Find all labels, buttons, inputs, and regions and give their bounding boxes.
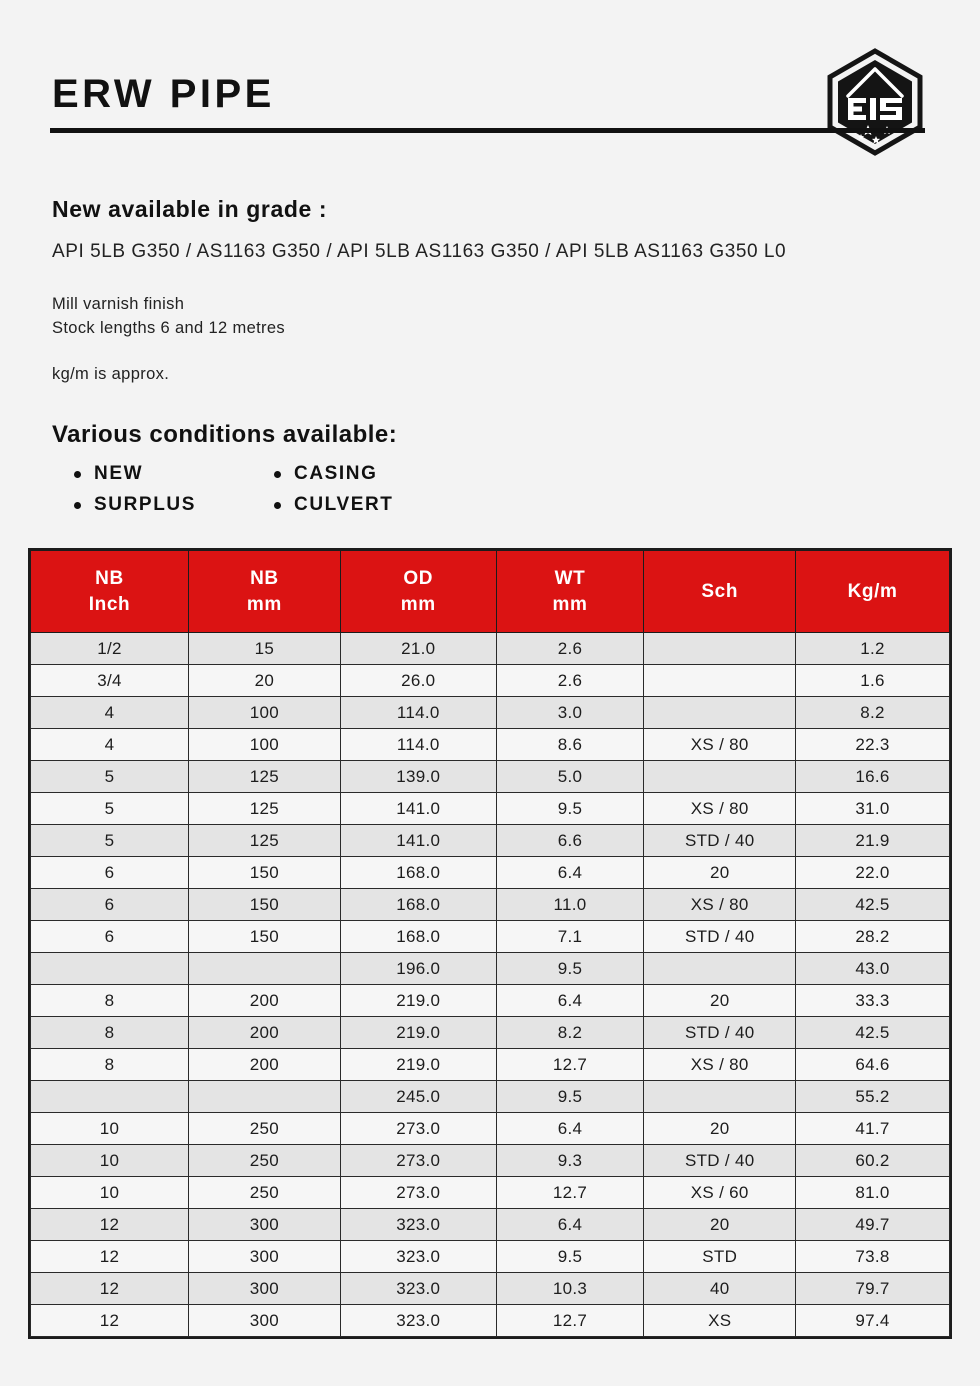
- conditions-list: [52, 459, 928, 521]
- cell-wt-mm: 9.5: [496, 1081, 644, 1113]
- cell-kg-per-m: 97.4: [796, 1305, 950, 1337]
- column-header-nb-mm: [189, 551, 341, 633]
- table-row: [31, 1177, 950, 1209]
- cell-nb-mm: 250: [189, 1113, 341, 1145]
- cell-od-mm: 139.0: [340, 761, 496, 793]
- cell-od-mm: 273.0: [340, 1113, 496, 1145]
- cell-nb-mm: 20: [189, 665, 341, 697]
- cell-nb-inch: 4: [31, 697, 189, 729]
- column-header-title: Kg/m: [847, 580, 898, 602]
- cell-wt-mm: 12.7: [496, 1177, 644, 1209]
- pipe-spec-table: [30, 550, 950, 1337]
- notes-block: [52, 293, 928, 387]
- page-content: [0, 196, 980, 520]
- cell-nb-inch: 3/4: [31, 665, 189, 697]
- cell-od-mm: 26.0: [340, 665, 496, 697]
- cell-kg-per-m: 1.2: [796, 633, 950, 665]
- cell-sch: [644, 633, 796, 665]
- cell-od-mm: 323.0: [340, 1209, 496, 1241]
- table-row: [31, 697, 950, 729]
- pipe-spec-table-container: [28, 548, 952, 1339]
- cell-nb-inch: 8: [31, 1049, 189, 1081]
- cell-wt-mm: 6.4: [496, 1209, 644, 1241]
- cell-sch: XS / 80: [644, 1049, 796, 1081]
- cell-sch: STD / 40: [644, 1017, 796, 1049]
- cell-sch: STD / 40: [644, 1145, 796, 1177]
- cell-sch: [644, 697, 796, 729]
- cell-sch: [644, 953, 796, 985]
- column-header-nb-inch: [31, 551, 189, 633]
- table-row: [31, 1209, 950, 1241]
- cell-sch: STD: [644, 1241, 796, 1273]
- table-row: [31, 1017, 950, 1049]
- cell-od-mm: 21.0: [340, 633, 496, 665]
- table-row: [31, 665, 950, 697]
- cell-nb-inch: [31, 953, 189, 985]
- cell-nb-inch: 6: [31, 921, 189, 953]
- cell-sch: 20: [644, 1209, 796, 1241]
- cell-nb-inch: 5: [31, 825, 189, 857]
- conditions-heading: Various conditions available:: [52, 420, 398, 448]
- cell-nb-inch: 4: [31, 729, 189, 761]
- table-row: [31, 1081, 950, 1113]
- cell-nb-inch: 10: [31, 1177, 189, 1209]
- cell-wt-mm: 9.5: [496, 793, 644, 825]
- cell-od-mm: 168.0: [340, 921, 496, 953]
- column-header-title: WT: [554, 568, 586, 590]
- cell-sch: STD / 40: [644, 825, 796, 857]
- table-row: [31, 1273, 950, 1305]
- cell-kg-per-m: 79.7: [796, 1273, 950, 1305]
- cell-nb-mm: 300: [189, 1305, 341, 1337]
- note-finish: Mill varnish finish: [52, 295, 185, 313]
- cell-wt-mm: 12.7: [496, 1305, 644, 1337]
- table-row: [31, 761, 950, 793]
- cell-od-mm: 273.0: [340, 1145, 496, 1177]
- column-header-kg-per-m: [796, 551, 950, 633]
- cell-wt-mm: 9.5: [496, 1241, 644, 1273]
- cell-sch: STD / 40: [644, 921, 796, 953]
- cell-od-mm: 323.0: [340, 1305, 496, 1337]
- cell-wt-mm: 9.3: [496, 1145, 644, 1177]
- table-body: [31, 633, 950, 1337]
- cell-sch: XS / 80: [644, 793, 796, 825]
- cell-nb-mm: [189, 953, 341, 985]
- cell-nb-inch: 6: [31, 857, 189, 889]
- cell-kg-per-m: 43.0: [796, 953, 950, 985]
- cell-kg-per-m: 16.6: [796, 761, 950, 793]
- cell-sch: [644, 761, 796, 793]
- column-header-unit: Inch: [88, 593, 131, 615]
- conditions-column-1: [68, 459, 268, 521]
- grade-list: API 5LB G350 / AS1163 G350 / API 5LB AS1163 G350 / API 5LB AS1163 G350 L0: [52, 241, 787, 262]
- column-header-sch: [644, 551, 796, 633]
- cell-wt-mm: 6.6: [496, 825, 644, 857]
- cell-od-mm: 196.0: [340, 953, 496, 985]
- table-row: [31, 1113, 950, 1145]
- cell-nb-inch: 12: [31, 1305, 189, 1337]
- table-row: [31, 729, 950, 761]
- table-row: [31, 1241, 950, 1273]
- cell-wt-mm: 6.4: [496, 1113, 644, 1145]
- page-title: ERW PIPE: [52, 72, 275, 116]
- cell-wt-mm: 7.1: [496, 921, 644, 953]
- cell-kg-per-m: 42.5: [796, 1017, 950, 1049]
- note-approx: kg/m is approx.: [52, 364, 170, 383]
- cell-nb-mm: 200: [189, 1049, 341, 1081]
- table-row: [31, 1145, 950, 1177]
- cell-nb-mm: 125: [189, 825, 341, 857]
- cell-kg-per-m: 41.7: [796, 1113, 950, 1145]
- cell-nb-mm: 300: [189, 1209, 341, 1241]
- cell-sch: XS / 80: [644, 889, 796, 921]
- cell-wt-mm: 12.7: [496, 1049, 644, 1081]
- cell-kg-per-m: 81.0: [796, 1177, 950, 1209]
- cell-nb-mm: 150: [189, 857, 341, 889]
- cell-od-mm: 323.0: [340, 1273, 496, 1305]
- cell-kg-per-m: 21.9: [796, 825, 950, 857]
- cell-nb-mm: 150: [189, 889, 341, 921]
- cell-kg-per-m: 64.6: [796, 1049, 950, 1081]
- cell-nb-inch: 12: [31, 1273, 189, 1305]
- condition-item: SURPLUS: [68, 490, 268, 521]
- column-header-title: Sch: [701, 580, 739, 602]
- column-header-unit: mm: [552, 593, 588, 615]
- cell-kg-per-m: 22.3: [796, 729, 950, 761]
- cell-nb-inch: 5: [31, 761, 189, 793]
- cell-kg-per-m: 31.0: [796, 793, 950, 825]
- conditions-column-2: [268, 459, 394, 521]
- cell-nb-mm: 125: [189, 793, 341, 825]
- cell-nb-inch: 6: [31, 889, 189, 921]
- table-row: [31, 1049, 950, 1081]
- cell-nb-inch: 5: [31, 793, 189, 825]
- column-header-wt-mm: [496, 551, 644, 633]
- cell-od-mm: 245.0: [340, 1081, 496, 1113]
- cell-nb-inch: 12: [31, 1241, 189, 1273]
- cell-nb-mm: 200: [189, 1017, 341, 1049]
- table-row: [31, 793, 950, 825]
- cell-wt-mm: 5.0: [496, 761, 644, 793]
- cell-nb-mm: [189, 1081, 341, 1113]
- cell-od-mm: 141.0: [340, 793, 496, 825]
- table-header-row: [31, 551, 950, 633]
- cell-nb-inch: [31, 1081, 189, 1113]
- note-stock: Stock lengths 6 and 12 metres: [52, 318, 286, 337]
- cell-nb-mm: 125: [189, 761, 341, 793]
- cell-od-mm: 323.0: [340, 1241, 496, 1273]
- cell-kg-per-m: 73.8: [796, 1241, 950, 1273]
- condition-item: CULVERT: [268, 490, 394, 521]
- column-header-title: OD: [403, 568, 434, 590]
- table-row: [31, 889, 950, 921]
- condition-item: NEW: [68, 459, 268, 490]
- cell-sch: 20: [644, 857, 796, 889]
- cell-wt-mm: 6.4: [496, 857, 644, 889]
- cell-sch: 20: [644, 985, 796, 1017]
- cell-wt-mm: 6.4: [496, 985, 644, 1017]
- eis-hexagon-logo: [824, 48, 926, 156]
- cell-od-mm: 168.0: [340, 889, 496, 921]
- cell-nb-inch: 10: [31, 1145, 189, 1177]
- cell-sch: XS: [644, 1305, 796, 1337]
- cell-sch: XS / 60: [644, 1177, 796, 1209]
- column-header-title: NB: [250, 568, 279, 590]
- column-header-unit: mm: [246, 593, 282, 615]
- cell-nb-mm: 15: [189, 633, 341, 665]
- cell-wt-mm: 9.5: [496, 953, 644, 985]
- cell-sch: XS / 80: [644, 729, 796, 761]
- cell-nb-mm: 100: [189, 729, 341, 761]
- cell-nb-mm: 300: [189, 1273, 341, 1305]
- page-header: [0, 0, 980, 156]
- table-row: [31, 953, 950, 985]
- cell-wt-mm: 2.6: [496, 633, 644, 665]
- column-header-od-mm: [340, 551, 496, 633]
- cell-od-mm: 168.0: [340, 857, 496, 889]
- cell-wt-mm: 10.3: [496, 1273, 644, 1305]
- cell-nb-mm: 100: [189, 697, 341, 729]
- cell-nb-inch: 8: [31, 985, 189, 1017]
- cell-sch: 40: [644, 1273, 796, 1305]
- column-header-unit: mm: [400, 593, 436, 615]
- cell-od-mm: 219.0: [340, 1049, 496, 1081]
- cell-kg-per-m: 49.7: [796, 1209, 950, 1241]
- condition-item: CASING: [268, 459, 394, 490]
- table-row: [31, 1305, 950, 1337]
- cell-od-mm: 141.0: [340, 825, 496, 857]
- cell-nb-inch: 10: [31, 1113, 189, 1145]
- table-row: [31, 825, 950, 857]
- grade-heading: New available in grade :: [52, 196, 328, 222]
- cell-nb-mm: 250: [189, 1177, 341, 1209]
- cell-od-mm: 219.0: [340, 1017, 496, 1049]
- cell-od-mm: 114.0: [340, 729, 496, 761]
- cell-kg-per-m: 42.5: [796, 889, 950, 921]
- cell-sch: [644, 1081, 796, 1113]
- cell-kg-per-m: 60.2: [796, 1145, 950, 1177]
- cell-nb-inch: 8: [31, 1017, 189, 1049]
- table-header-row-group: [31, 551, 950, 633]
- cell-od-mm: 219.0: [340, 985, 496, 1017]
- cell-nb-mm: 200: [189, 985, 341, 1017]
- cell-kg-per-m: 22.0: [796, 857, 950, 889]
- cell-sch: 20: [644, 1113, 796, 1145]
- title-divider: [50, 128, 925, 133]
- cell-od-mm: 114.0: [340, 697, 496, 729]
- cell-kg-per-m: 55.2: [796, 1081, 950, 1113]
- cell-wt-mm: 2.6: [496, 665, 644, 697]
- cell-nb-mm: 250: [189, 1145, 341, 1177]
- cell-wt-mm: 8.2: [496, 1017, 644, 1049]
- cell-wt-mm: 8.6: [496, 729, 644, 761]
- cell-nb-mm: 300: [189, 1241, 341, 1273]
- cell-kg-per-m: 28.2: [796, 921, 950, 953]
- cell-kg-per-m: 33.3: [796, 985, 950, 1017]
- cell-wt-mm: 3.0: [496, 697, 644, 729]
- cell-kg-per-m: 8.2: [796, 697, 950, 729]
- cell-nb-mm: 150: [189, 921, 341, 953]
- table-row: [31, 633, 950, 665]
- column-header-title: NB: [95, 568, 124, 590]
- table-row: [31, 921, 950, 953]
- cell-sch: [644, 665, 796, 697]
- table-row: [31, 985, 950, 1017]
- cell-wt-mm: 11.0: [496, 889, 644, 921]
- cell-nb-inch: 1/2: [31, 633, 189, 665]
- cell-nb-inch: 12: [31, 1209, 189, 1241]
- cell-od-mm: 273.0: [340, 1177, 496, 1209]
- table-row: [31, 857, 950, 889]
- cell-kg-per-m: 1.6: [796, 665, 950, 697]
